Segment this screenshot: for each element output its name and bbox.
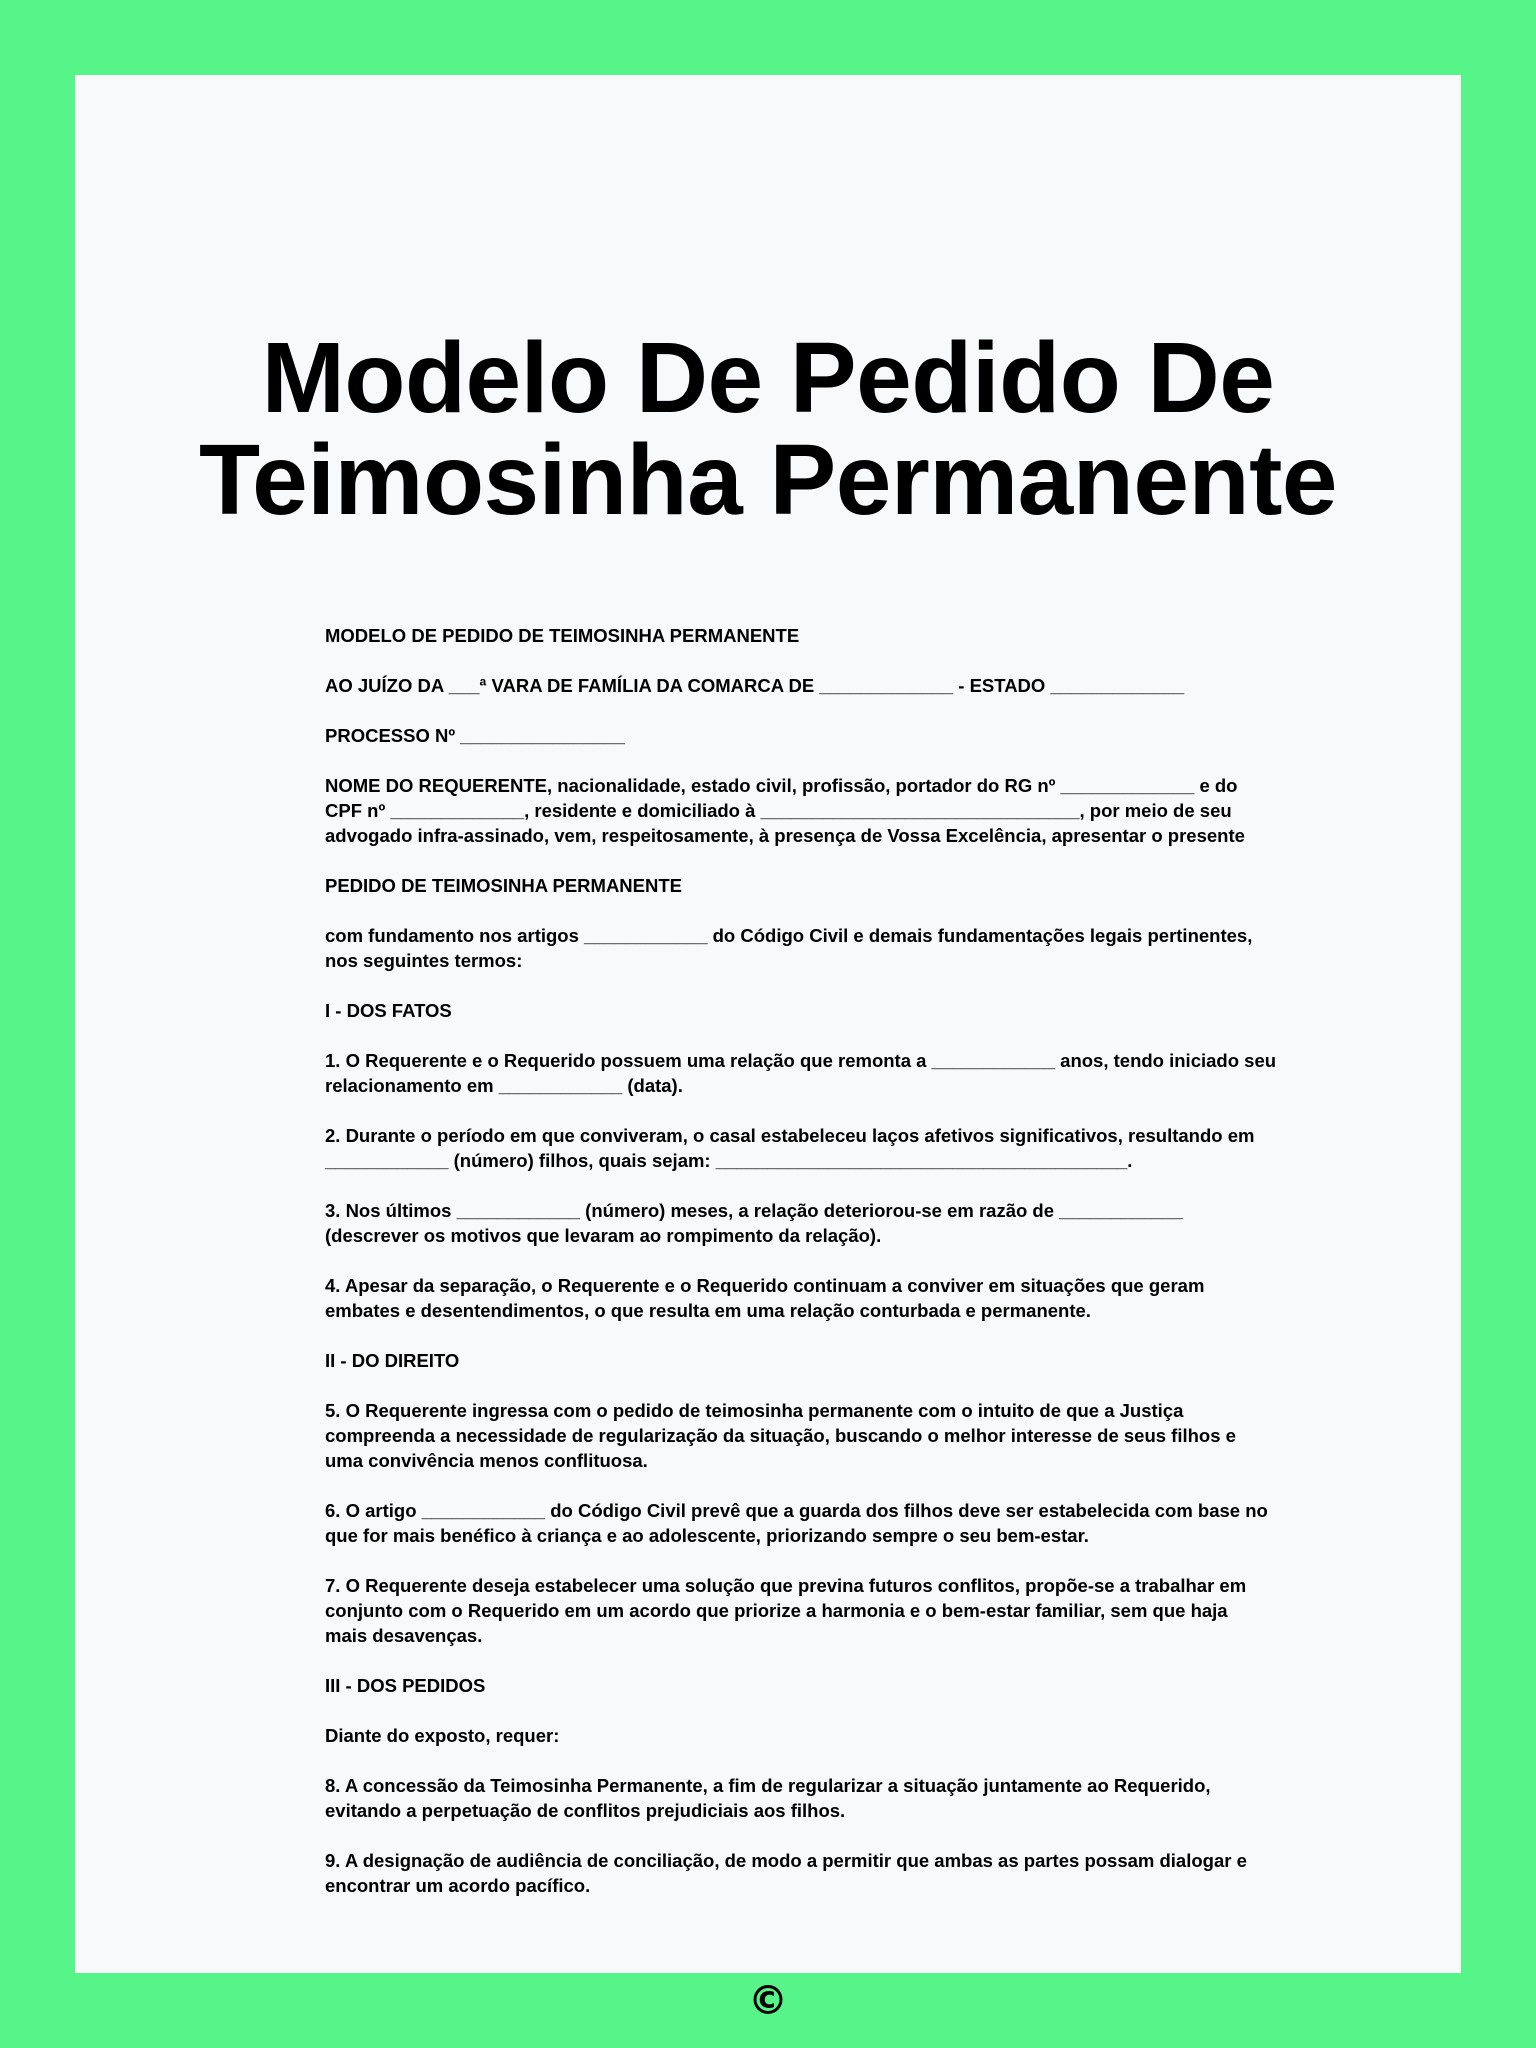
document-page (75, 75, 1461, 2024)
process-number-line: PROCESSO Nº ________________ (325, 725, 625, 746)
copyright-icon: © (748, 1978, 788, 2024)
legal-basis-paragraph: com fundamento nos artigos ____________ do Código Civil e demais fundamentações legais pertinentes, nos seguintes termos: (325, 925, 1253, 971)
paragraph-item-1: 1. O Requerente e o Requerido possuem uma relação que remonta a ____________ anos, tendo iniciado seu relacionamento em ____________ (data). (325, 1050, 1277, 1096)
paragraph-item-6: 6. O artigo ____________ do Código Civil prevê que a guarda dos filhos deve ser estabelecida com base no que for mais benéfico à criança e ao adolescente, priorizando sempre o seu bem-estar. (325, 1500, 1268, 1546)
requester-qualification: NOME DO REQUERENTE, nacionalidade, estado civil, profissão, portador do RG nº _____________ e do CPF nº _____________, residente e domiciliado à _______________________________, por meio de seu advogado infra-assinado, vem, respeitosamente, à presença de Vossa Excelência, apresentar o presente (325, 775, 1245, 846)
paragraph-item-8: 8. A concessão da Teimosinha Permanente, a fim de regularizar a situação juntamente ao Requerido, evitando a perpetuação de conflitos prejudiciais aos filhos. (325, 1775, 1211, 1821)
paragraph-item-5: 5. O Requerente ingressa com o pedido de teimosinha permanente com o intuito de que a Justiça compreenda a necessidade de regularização da situação, buscando o melhor interesse de seus filhos e uma convivência menos conflituosa. (325, 1400, 1236, 1471)
paragraph-item-7: 7. O Requerente deseja estabelecer uma solução que previna futuros conflitos, propõe-se a trabalhar em conjunto com o Requerido em um acordo que priorize a harmonia e o bem-estar familiar, sem que haja mais desavenças. (325, 1575, 1247, 1646)
petition-name: PEDIDO DE TEIMOSINHA PERMANENTE (325, 875, 683, 896)
paragraph-item-3: 3. Nos últimos ____________ (número) meses, a relação deteriorou-se em razão de ____________ (descrever os motivos que levaram ao rompimento da relação). (325, 1200, 1183, 1246)
court-address-line: AO JUÍZO DA ___ª VARA DE FAMÍLIA DA COMARCA DE _____________ - ESTADO _____________ (325, 675, 1185, 696)
requests-intro: Diante do exposto, requer: (325, 1725, 560, 1746)
document-title (75, 322, 1461, 536)
paragraph-item-4: 4. Apesar da separação, o Requerente e o Requerido continuam a conviver em situações que geram embates e desentendimentos, o que resulta em uma relação conturbada e permanente. (325, 1275, 1205, 1321)
document-body (325, 623, 1365, 1923)
document-header: MODELO DE PEDIDO DE TEIMOSINHA PERMANENTE (325, 625, 800, 646)
paragraph-item-2: 2. Durante o período em que conviveram, o casal estabeleceu laços afetivos significativos, resultando em ____________ (número) filhos, quais sejam: ________________________________________. (325, 1125, 1255, 1171)
document-title-line-1: Modelo De Pedido De (261, 322, 1275, 434)
document-title-line-2: Teimosinha Permanente (199, 424, 1337, 536)
section-heading-law: II - DO DIREITO (325, 1350, 460, 1371)
paragraph-item-9: 9. A designação de audiência de conciliação, de modo a permitir que ambas as partes possam dialogar e encontrar um acordo pacífico. (325, 1850, 1247, 1896)
section-heading-facts: I - DOS FATOS (325, 1000, 452, 1021)
section-heading-requests: III - DOS PEDIDOS (325, 1675, 486, 1696)
